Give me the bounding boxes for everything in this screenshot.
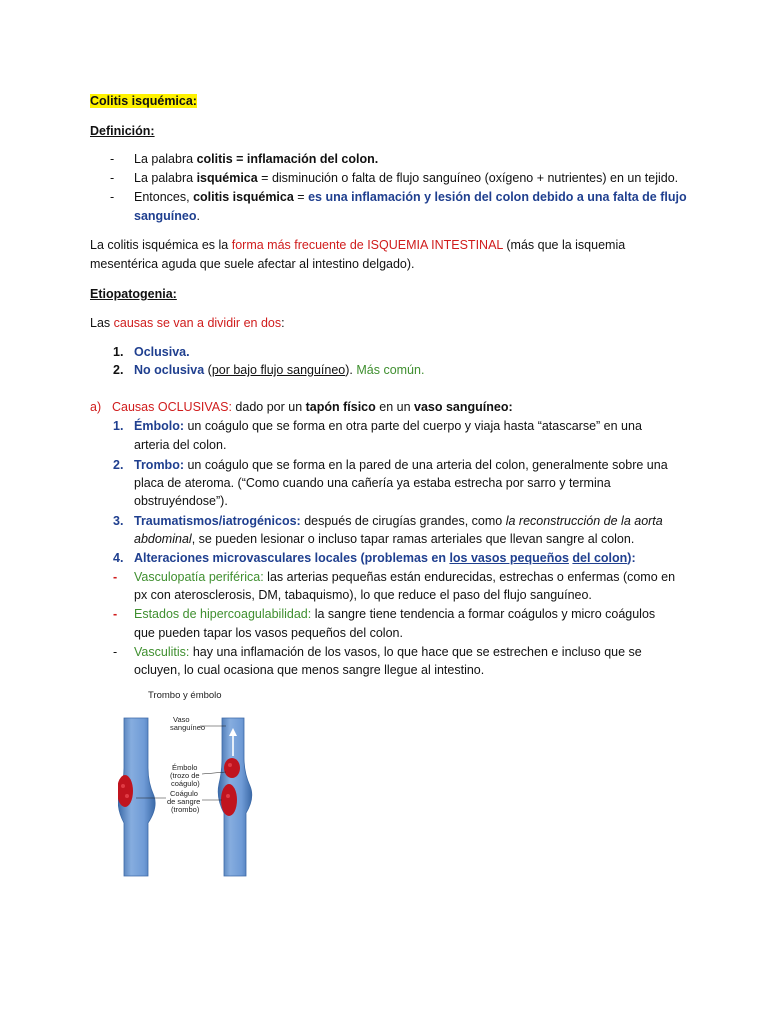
label-embolo: (trozo de [170,771,200,780]
label-coagulo: Coágulo [170,789,198,798]
label-vaso: Vaso [173,715,190,724]
label-embolo: coágulo) [171,779,200,788]
bullet-dash: - [113,570,118,584]
causa-trombo-cont: placa de ateroma. (“Como cuando una cañería ya estaba estrecha por sarro y termina [134,476,611,490]
thrombus-icon [221,784,237,816]
bullet-dash: - [113,607,118,621]
bullet-dash: - [113,645,118,659]
bullet-dash: - [110,171,115,185]
sub-hipercoagulabilidad: Estados de hipercoagulabilidad: la sangre tiene tendencia a formar coágulos y micro coágulos [134,607,656,621]
causa-traumatismos: Traumatismos/iatrogénicos: después de cirugías grandes, como la reconstrucción de la aorta [134,514,663,528]
document-title: Colitis isquémica: [90,94,197,108]
list-number: 2. [113,363,124,377]
definicion-item-1: La palabra colitis = inflamación del colon. [134,152,379,166]
causa-microvasculares: Alteraciones microvasculares locales (problemas en los vasos pequeños del colon): [134,551,636,565]
list-number: 1. [113,345,124,359]
list-item-oclusiva: Oclusiva. [134,345,190,359]
sub-hipercoagulabilidad-cont: que pueden tapar los vasos pequeños del colon. [134,626,403,640]
section-letter: a) [90,400,102,414]
figure-illustration [118,688,358,888]
list-number: 4. [113,551,124,565]
list-item-no-oclusiva: No oclusiva (por bajo flujo sanguíneo). Más común. [134,363,425,377]
paragraph-line-1: La colitis isquémica es la forma más frecuente de ISQUEMIA INTESTINAL (más que la isquemia [90,238,626,252]
etiopatogenia-intro: Las causas se van a dividir en dos: [90,316,285,330]
sub-vasculopatia: Vasculopatía periférica: las arterias pequeñas están endurecidas, estrechas o enfermas (como en [134,570,676,584]
definicion-item-3-cont: sanguíneo. [134,209,200,223]
sub-vasculitis: Vasculitis: hay una inflamación de los vasos, lo que hace que se estrechen e incluso que se [134,645,642,659]
label-vaso: sanguíneo [170,723,206,732]
definicion-heading: Definición: [90,124,155,138]
figure-title: Trombo y émbolo [148,690,222,701]
list-number: 1. [113,419,124,433]
causa-embolo: Émbolo: un coágulo que se forma en otra parte del cuerpo y viaja hasta “atascarse” en una [134,419,642,433]
definicion-item-3: Entonces, colitis isquémica = es una inflamación y lesión del colon debido a una falta de flujo [134,190,687,204]
causa-trombo: Trombo: un coágulo que se forma en la pared de una arteria del colon, generalmente sobre una [134,458,668,472]
causas-heading: Causas OCLUSIVAS: dado por un tapón físico en un vaso sanguíneo: [112,400,513,414]
embolus-icon [224,758,240,778]
list-number: 2. [113,458,124,472]
causa-traumatismos-cont: abdominal, se pueden lesionar o incluso tapar ramas arteriales que llevan sangre al colon. [134,532,635,546]
causa-embolo-cont: arteria del colon. [134,438,227,452]
thrombus-embolus-figure [118,688,358,888]
sub-vasculitis-cont: ocluyen, lo cual ocasiona que menos sangre llegue al intestino. [134,663,485,677]
sub-vasculopatia-cont: px con aterosclerosis, DM, tabaquismo), lo que reduce el paso del flujo sanguíneo. [134,588,592,602]
label-coagulo: (trombo) [171,805,200,814]
label-embolo: Émbolo [172,763,198,772]
definicion-item-2: La palabra isquémica = disminución o falta de flujo sanguíneo (oxígeno + nutrientes) en un tejido. [134,171,679,185]
causa-trombo-cont: obstruyéndose”). [134,494,228,508]
etiopatogenia-heading: Etiopatogenia: [90,287,177,301]
list-number: 3. [113,514,124,528]
bullet-dash: - [110,190,115,204]
paragraph-line-2: mesentérica aguda que suele afectar al intestino delgado). [90,257,415,271]
bullet-dash: - [110,152,115,166]
label-coagulo: de sangre [167,797,201,806]
